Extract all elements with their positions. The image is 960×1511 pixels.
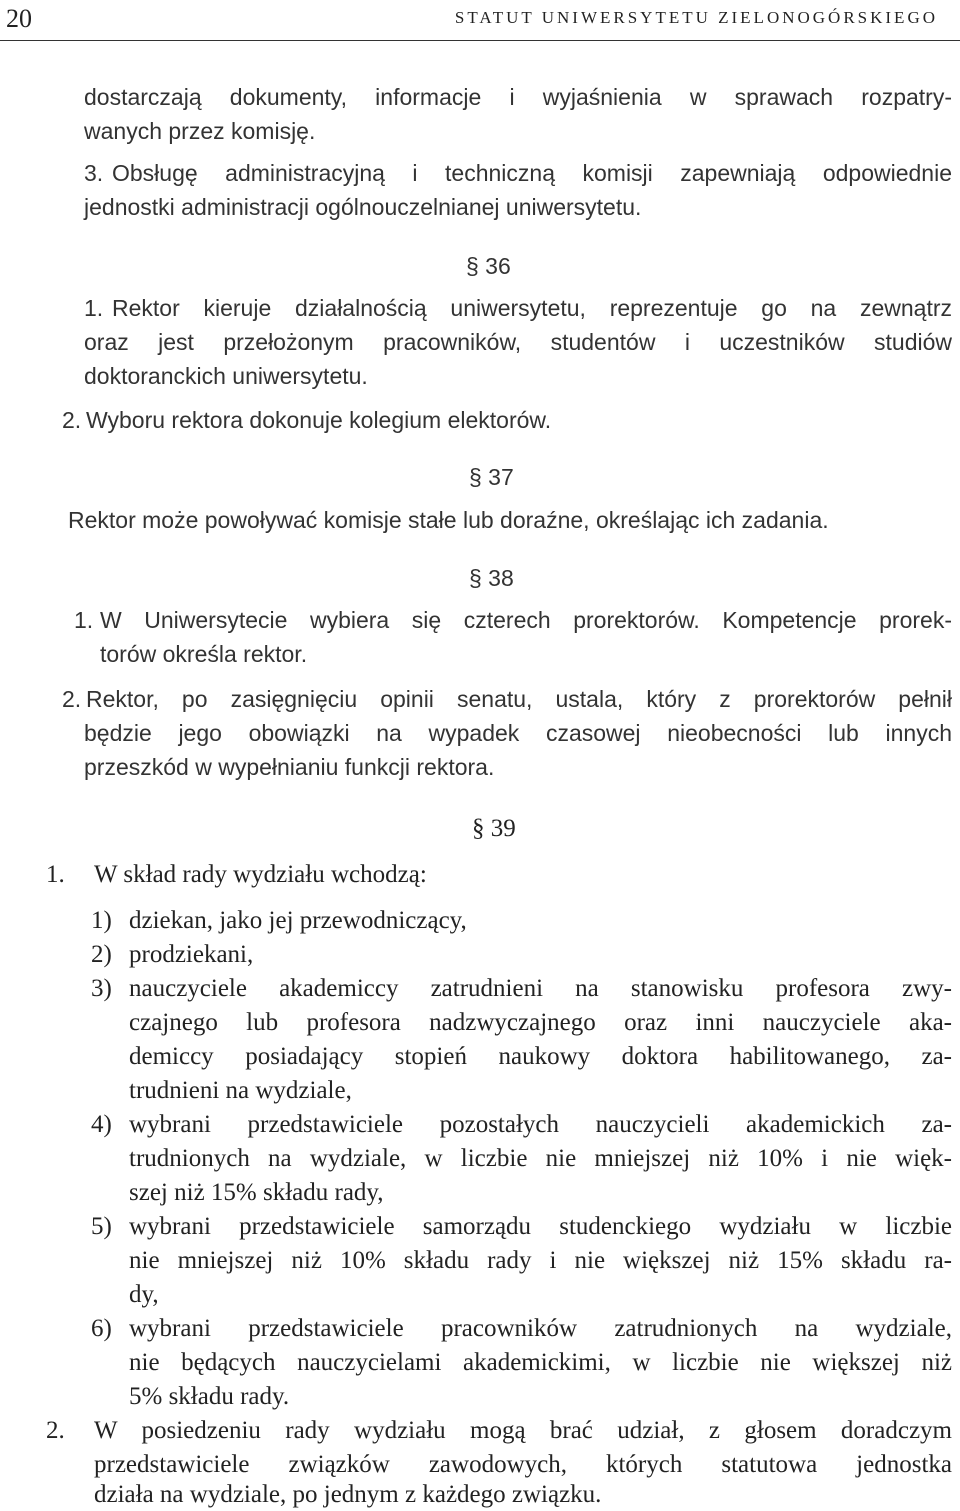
paragraph-number: 2. (62, 407, 82, 433)
list-item: szej niż 15% składu rady, (129, 1179, 384, 1206)
text-line: działa na wydziale, po jednym z każdego związku. (94, 1481, 602, 1508)
text-line: Rektor, po zasięgnięciu opinii senatu, ustala, który z prorektorów pełnił (86, 686, 952, 712)
paragraph-number: 2. (62, 686, 82, 712)
list-number: 6) (91, 1315, 112, 1342)
text-line: dostarczają dokumenty, informacje i wyjaśnienia w sprawach rozpatry- (84, 84, 952, 110)
list-item: wybrani przedstawiciele samorządu studenckiego wydziału w liczbie (129, 1213, 952, 1240)
list-number: 4) (91, 1111, 112, 1138)
section-heading: § 37 (469, 464, 514, 490)
section-heading: § 38 (469, 565, 514, 591)
list-number: 3) (91, 975, 112, 1002)
text-line: będzie jego obowiązki na wypadek czasowej nieobecności lub innych (84, 720, 952, 746)
list-item: wybrani przedstawiciele pozostałych nauczycieli akademickich za- (129, 1111, 952, 1138)
text-line: Rektor kieruje działalnością uniwersytetu, reprezentuje go na zewnątrz (112, 295, 952, 321)
list-item: trudnionych na wydziale, w liczbie nie mniejszej niż 10% i nie więk- (129, 1145, 952, 1172)
paragraph-number: 2. (46, 1417, 65, 1444)
text-line: przeszkód w wypełnianiu funkcji rektora. (84, 754, 495, 780)
list-number: 2) (91, 941, 112, 968)
list-item: nie mniejszej niż 10% składu rady i nie większej niż 15% składu ra- (129, 1247, 952, 1274)
paragraph-number: 1. (84, 295, 104, 321)
text-line: W skład rady wydziału wchodzą: (94, 861, 427, 888)
list-item: 5% składu rady. (129, 1383, 290, 1410)
list-item: wybrani przedstawiciele pracowników zatrudnionych na wydziale, (129, 1315, 952, 1342)
text-line: wanych przez komisję. (84, 118, 316, 144)
running-title: STATUT UNIWERSYTETU ZIELONOGÓRSKIEGO (454, 8, 938, 27)
paragraph-number: 3. (84, 160, 104, 186)
list-item: nauczyciele akademiccy zatrudnieni na stanowisku profesora zwy- (129, 975, 952, 1002)
section-heading: § 39 (472, 815, 516, 842)
list-item: nie będących nauczycielami akademickimi, w liczbie nie większej niż (129, 1349, 952, 1376)
page-header (0, 0, 960, 40)
page-number: 20 (6, 4, 32, 33)
text-line: doktoranckich uniwersytetu. (84, 363, 368, 389)
list-item: prodziekani, (129, 941, 254, 968)
list-item: dziekan, jako jej przewodniczący, (129, 907, 467, 934)
text-line: Rektor może powoływać komisje stałe lub doraźne, określając ich zadania. (68, 507, 829, 533)
header-rule (0, 40, 960, 41)
list-item: czajnego lub profesora nadzwyczajnego oraz inni nauczyciele aka- (129, 1009, 952, 1036)
text-line: przedstawiciele związków zawodowych, których statutowa jednostka (94, 1451, 952, 1478)
list-number: 1) (91, 907, 112, 934)
list-item: demiccy posiadający stopień naukowy doktora habilitowanego, za- (129, 1043, 952, 1070)
text-line: W posiedzeniu rady wydziału mogą brać udział, z głosem doradczym (94, 1417, 952, 1444)
list-number: 5) (91, 1213, 112, 1240)
text-line: Wyboru rektora dokonuje kolegium elektorów. (86, 407, 552, 433)
text-line: oraz jest przełożonym pracowników, studentów i uczestników studiów (84, 329, 952, 355)
list-item: dy, (129, 1281, 159, 1308)
paragraph-number: 1. (46, 861, 65, 888)
text-line: Obsługę administracyjną i techniczną komisji zapewniają odpowiednie (112, 160, 952, 186)
text-line: jednostki administracji ogólnouczelnianej uniwersytetu. (84, 194, 642, 220)
text-line: W Uniwersytecie wybiera się czterech prorektorów. Kompetencje prorek- (100, 607, 952, 633)
paragraph-number: 1. (74, 607, 94, 633)
list-item: trudnieni na wydziale, (129, 1077, 352, 1104)
text-line: torów określa rektor. (100, 641, 308, 667)
section-heading: § 36 (466, 253, 511, 279)
